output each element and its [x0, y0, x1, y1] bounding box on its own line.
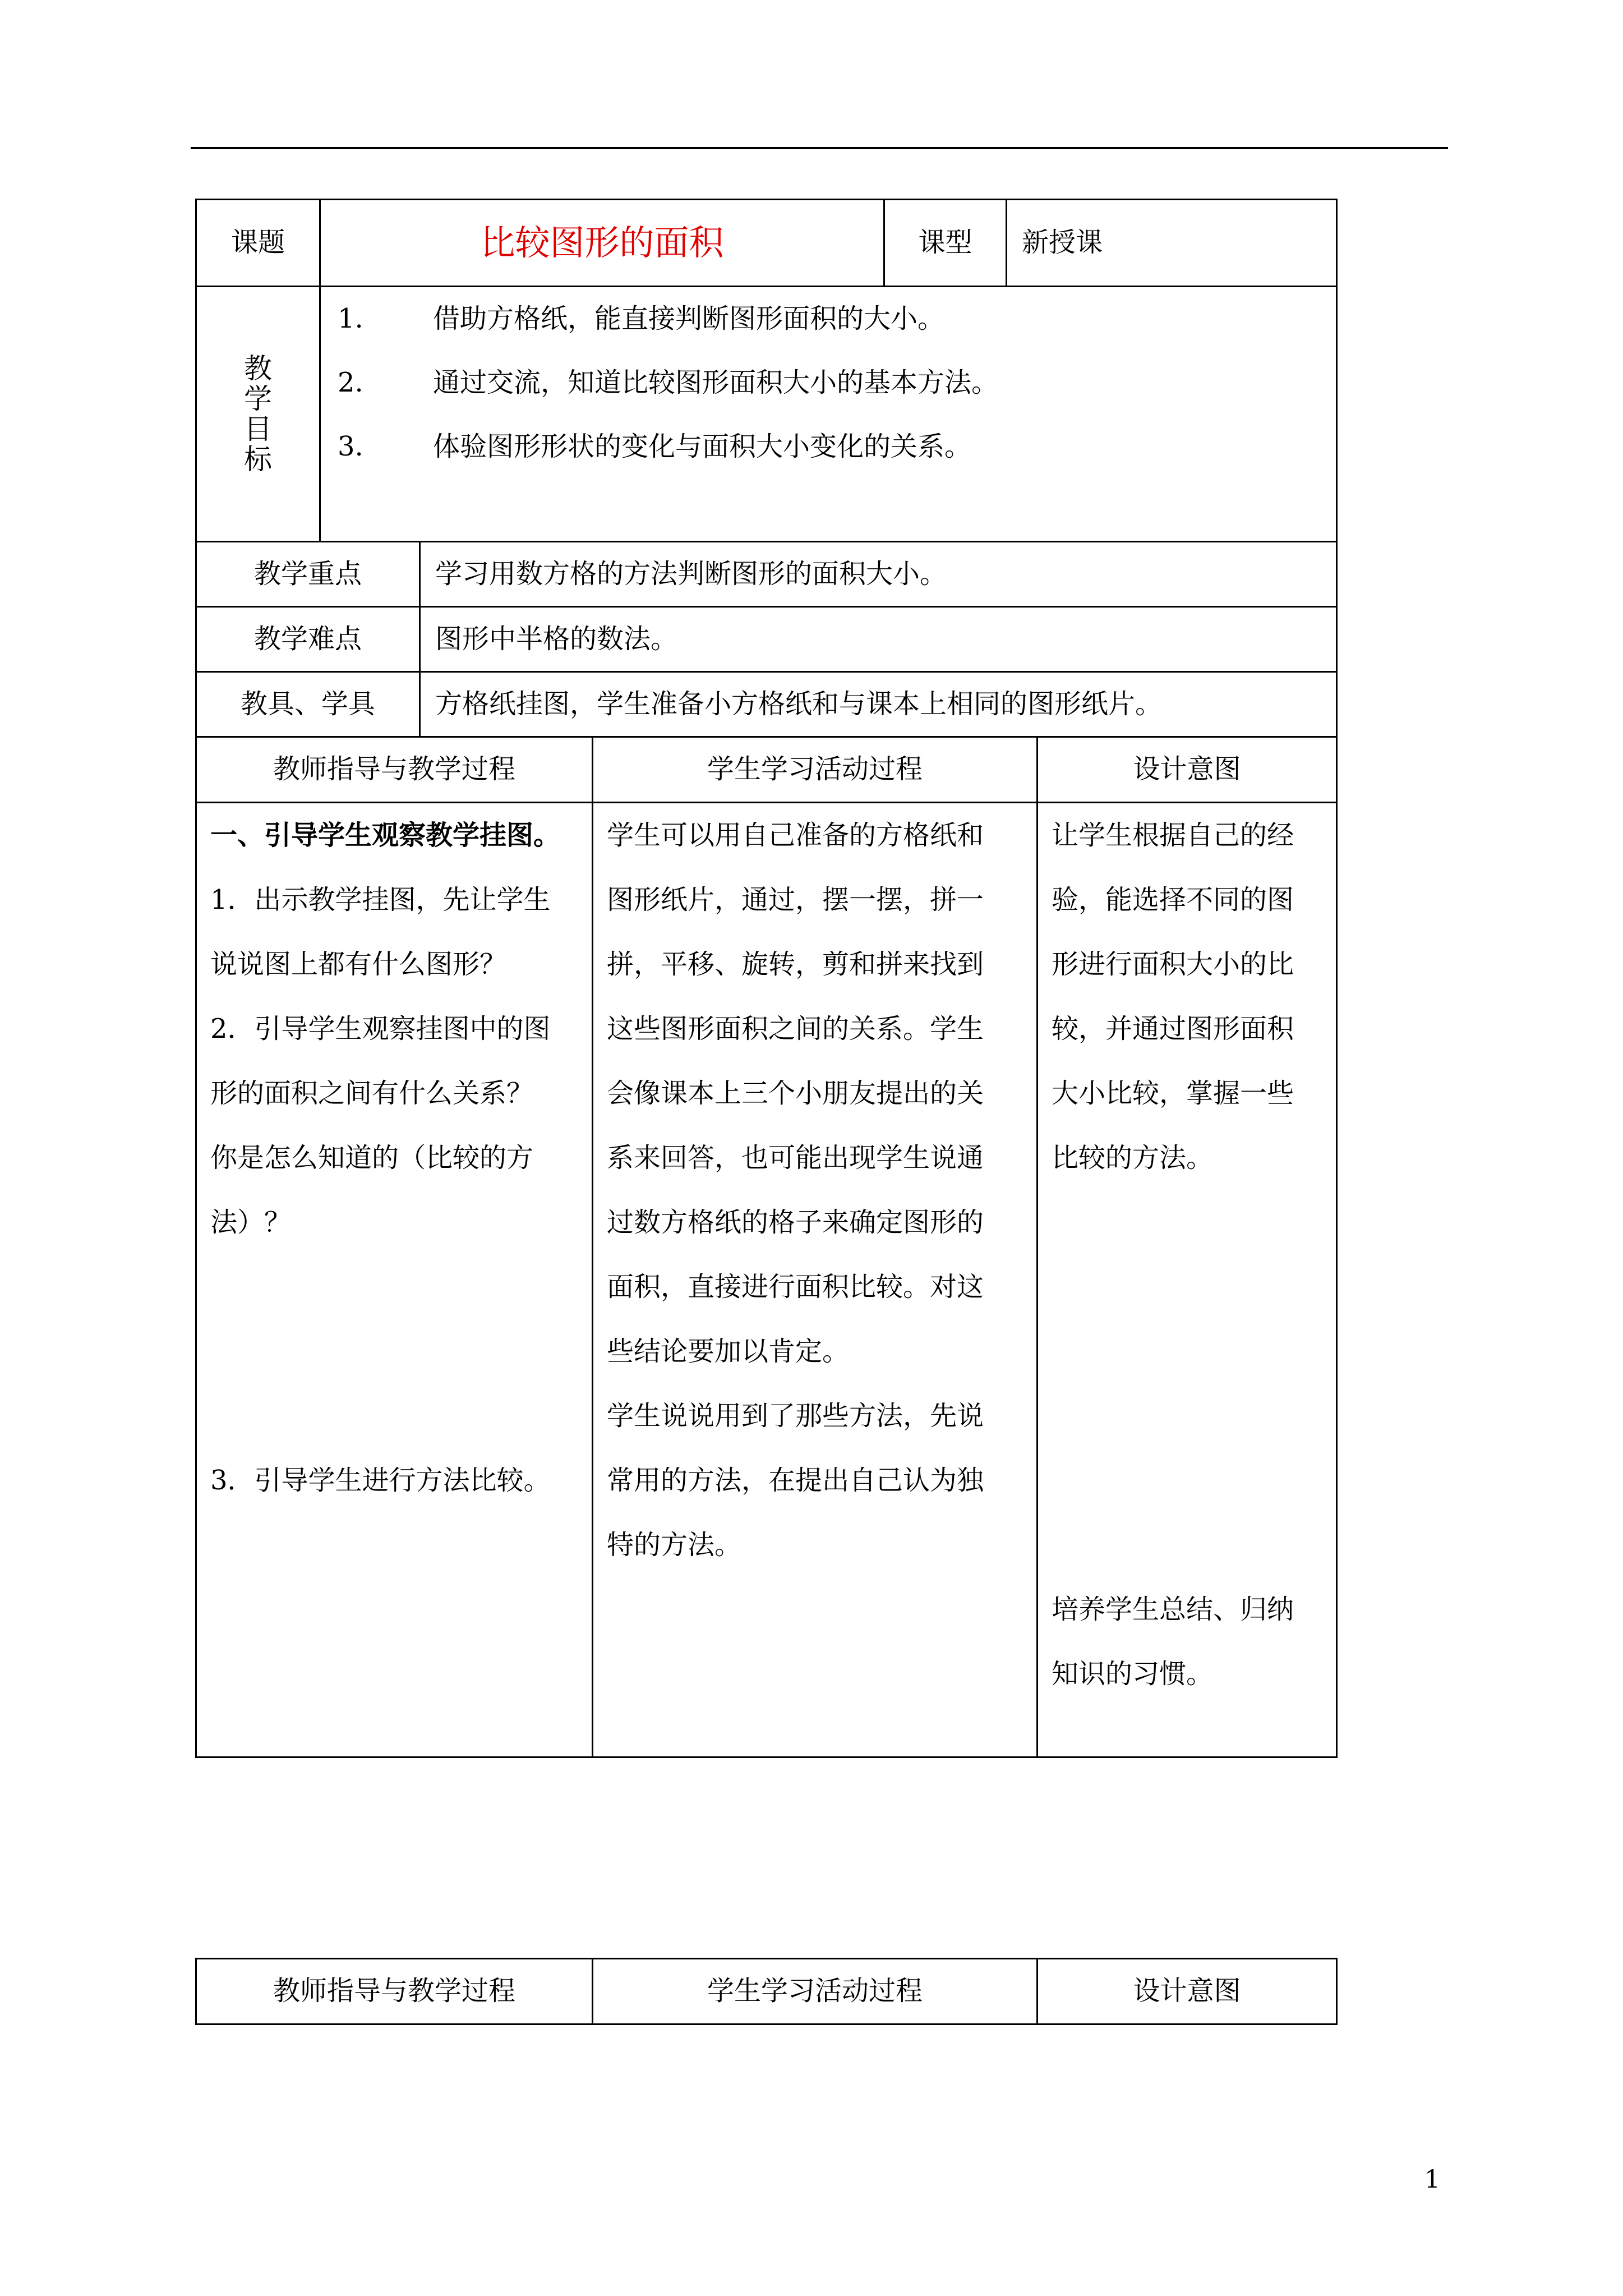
objective-item: 3. 体验图形形状的变化与面积大小变化的关系。: [338, 431, 972, 463]
continuation-table: [195, 1958, 1338, 2025]
design-intent-cell: 让学生根据自己的经 验，能选择不同的图 形进行面积大小的比 较，并通过图形面积 大小比较，掌握一些 比较的方法。 培养学生总结、归纳 知识的习惯。: [1038, 803, 1337, 1757]
header-rule: [191, 147, 1448, 149]
key-point-label: 教学重点: [196, 542, 420, 607]
header-teacher: 教师指导与教学过程: [196, 1959, 593, 2024]
lesson-title: 比较图形的面积: [320, 200, 884, 287]
objective-item: 2. 通过交流，知道比较图形面积大小的基本方法。: [338, 367, 999, 399]
tools-label: 教具、学具: [196, 672, 420, 737]
teaching-process-table: [195, 736, 1338, 1758]
difficulty-label: 教学难点: [196, 607, 420, 672]
header-intent: 设计意图: [1038, 1959, 1337, 2024]
type-label: 课型: [884, 200, 1007, 287]
objective-item: 1. 借助方格纸，能直接判断图形面积的大小。: [338, 303, 945, 335]
tools-value: 方格纸挂图，学生准备小方格纸和与课本上相同的图形纸片。: [420, 672, 1337, 737]
teacher-process-cell: 一、引导学生观察教学挂图。 1．出示教学挂图，先让学生 说说图上都有什么图形？ 2．引导学生观察挂图中的图 形的面积之间有什么关系？ 你是怎么知道的（比较的方 法）？ 3．引导学生进行方法比较。: [196, 803, 593, 1757]
difficulty-value: 图形中半格的数法。: [420, 607, 1337, 672]
topic-label: 课题: [196, 200, 320, 287]
course-info-table: [195, 199, 1338, 738]
type-value: 新授课: [1007, 200, 1337, 287]
page-number: 1: [1424, 2165, 1440, 2194]
key-point-value: 学习用数方格的方法判断图形的面积大小。: [420, 542, 1337, 607]
header-student: 学生学习活动过程: [593, 737, 1038, 803]
objectives-label: 教 学 目 标: [196, 287, 320, 542]
objectives-list: [320, 287, 1337, 542]
header-teacher: 教师指导与教学过程: [196, 737, 593, 803]
header-student: 学生学习活动过程: [593, 1959, 1038, 2024]
student-activity-cell: 学生可以用自己准备的方格纸和 图形纸片，通过，摆一摆，拼一 拼，平移、旋转，剪和拼来找到 这些图形面积之间的关系。学生 会像课本上三个小朋友提出的关 系来回答，也可能出现学生说通 过数方格纸的格子来确定图形的 面积，直接进行面积比较。对这 些结论要加以肯定。 学生说说用到了那些方法，先说 常用的方法，在提出自己认为独 特的方法。: [593, 803, 1038, 1757]
header-intent: 设计意图: [1038, 737, 1337, 803]
